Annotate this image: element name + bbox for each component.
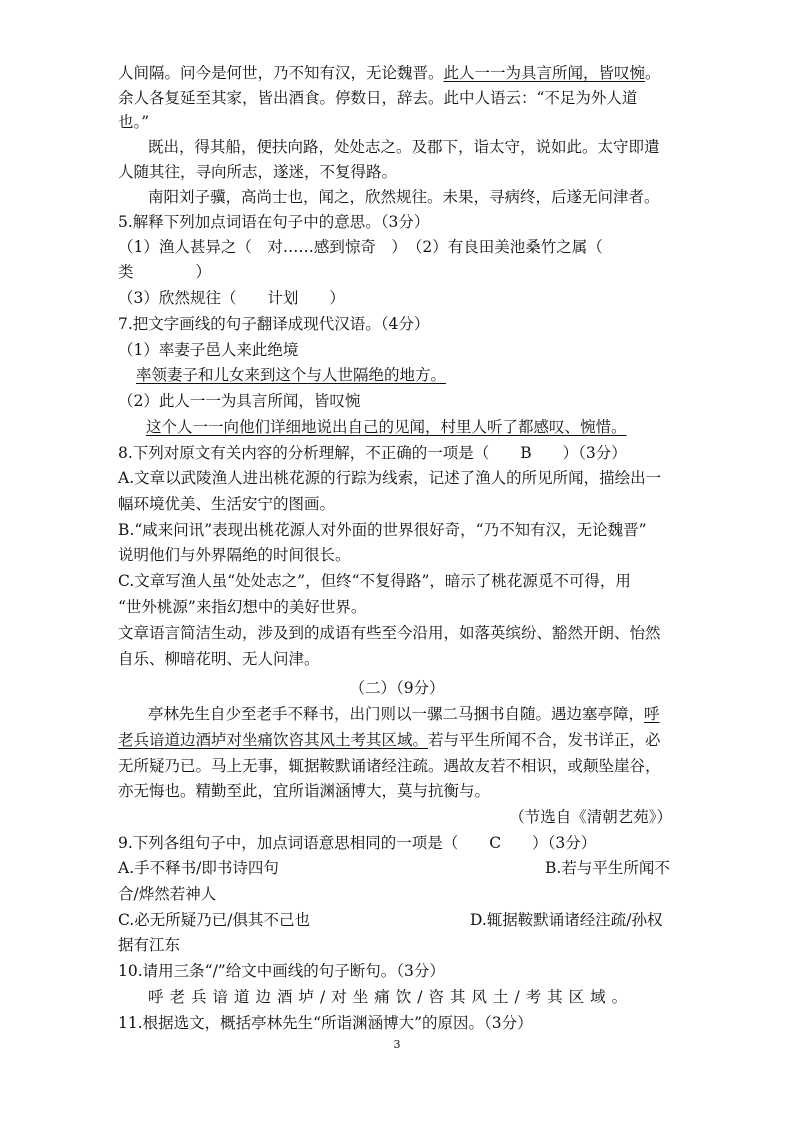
source-citation: （节选自《清朝艺苑》）	[509, 808, 672, 826]
passage-line: 人随其往，寻向所志，遂迷，不复得路。	[118, 163, 398, 181]
option-b: B.“咸来问讯”表现出桃花源人对外面的世界很好奇，“乃不知有汉，无论魏晋”	[118, 521, 647, 539]
option-d: 文章语言简洁生动，涉及到的成语有些至今沿用，如落英缤纷、豁然开朗、怡然	[118, 624, 661, 642]
option-b: B.若与平生所闻不	[545, 859, 670, 877]
answer: 呼老兵谙道边酒垆/对坐痛饮/咨其风土/考其区域。	[148, 988, 634, 1006]
underlined-sentence: 老兵谙道边酒垆对坐痛饮咨其风土考其区域。	[118, 731, 429, 749]
passage-line: 既出，得其船，便扶向路，处处志之。及郡下，诣太守，说如此。太守即遣	[148, 138, 660, 156]
answer-row: （1）渔人甚异之（ 对……感到惊奇 ） （2）有良田美池桑竹之属（	[118, 238, 603, 256]
option-c: C.文章写渔人虽“处处志之”，但终“不复得路”，暗示了桃花源觅不可得，用	[118, 572, 631, 590]
passage-line: 南阳刘子骥，高尚士也，闻之，欣然规往。未果，寻病终，后遂无问津者。	[148, 188, 660, 206]
option-d: D.辄据鞍默诵诸经注疏/孙权	[470, 911, 663, 929]
question-stem: 11.根据选文，概括亭林先生“所诣渊涵博大”的原因。（3分）	[118, 1014, 533, 1032]
section-heading: （二）（9分）	[349, 679, 445, 697]
translation-2: 这个人一一向他们详细地说出自己的见闻，村里人听了都感叹、惋惜。	[146, 418, 627, 436]
passage-line: 无所疑乃已。马上无事，辄据鞍默诵诸经注疏。遇故友若不相识，或颠坠崖谷，	[118, 757, 661, 775]
question-stem: 5.解释下列加点词语在句子中的意思。（3分）	[118, 213, 430, 231]
option-c: C.必无所疑乃已/俱其不己也	[118, 911, 310, 929]
question-stem: 8.下列对原文有关内容的分析理解，不正确的一项是（ B ）（3分）	[118, 444, 627, 462]
option-a: A.手不释书/即书诗四句	[118, 859, 279, 877]
passage-line: 也。”	[118, 113, 150, 131]
answer-row: 类 ）	[118, 263, 212, 281]
passage-line: 余人各复延至其家，皆出酒食。停数日，辞去。此中人语云：“不足为外人道	[118, 89, 638, 107]
passage-line: 人间隔。问今是何世，乃不知有汉，无论魏晋。此人一一为具言所闻，皆叹惋。	[118, 64, 661, 82]
option-a-cont: 幅环境优美、生活安宁的图画。	[118, 495, 336, 513]
underlined-sentence: 此人一一为具言所闻，皆叹惋	[443, 64, 646, 82]
question-stem: 10.请用三条“/”给文中画线的句子断句。（3分）	[118, 962, 445, 980]
question-stem: 9.下列各组句子中，加点词语意思相同的一项是（ C ）（3分）	[118, 834, 597, 852]
page-number: 3	[393, 1038, 401, 1051]
option-a: A.文章以武陵渔人进出桃花源的行踪为线索，记述了渔人的所见所闻，描绘出一	[118, 469, 662, 487]
sentence-1: （1）率妻子邑人来此绝境	[118, 341, 299, 359]
question-stem: 7.把文字画线的句子翻译成现代汉语。（4分）	[118, 315, 430, 333]
translation-1: 率领妻子和儿女来到这个与人世隔绝的地方。	[136, 366, 447, 384]
option-b-cont: 合/烨然若神人	[118, 885, 217, 903]
passage-line: 亭林先生自少至老手不释书，出门则以一骡二马捆书自随。遇边塞亭障，呼	[148, 705, 660, 723]
option-c-cont: “世外桃源”来指幻想中的美好世界。	[118, 598, 367, 616]
option-d-cont: 据有江东	[118, 936, 181, 954]
passage-line: 老兵谙道边酒垆对坐痛饮咨其风土考其区域。若与平生所闻不合，发书详正，必	[118, 731, 661, 749]
answer-row: （3）欣然规往（ 计划 ）	[118, 289, 345, 307]
sentence-2: （2）此人一一为具言所闻，皆叹惋	[118, 392, 361, 410]
option-b-cont: 说明他们与外界隔绝的时间很长。	[118, 546, 351, 564]
option-d-cont: 自乐、柳暗花明、无人问津。	[118, 650, 320, 668]
passage-line: 亦无悔也。精勤至此，宜所诣渊涵博大，莫与抗衡与。	[118, 782, 491, 800]
